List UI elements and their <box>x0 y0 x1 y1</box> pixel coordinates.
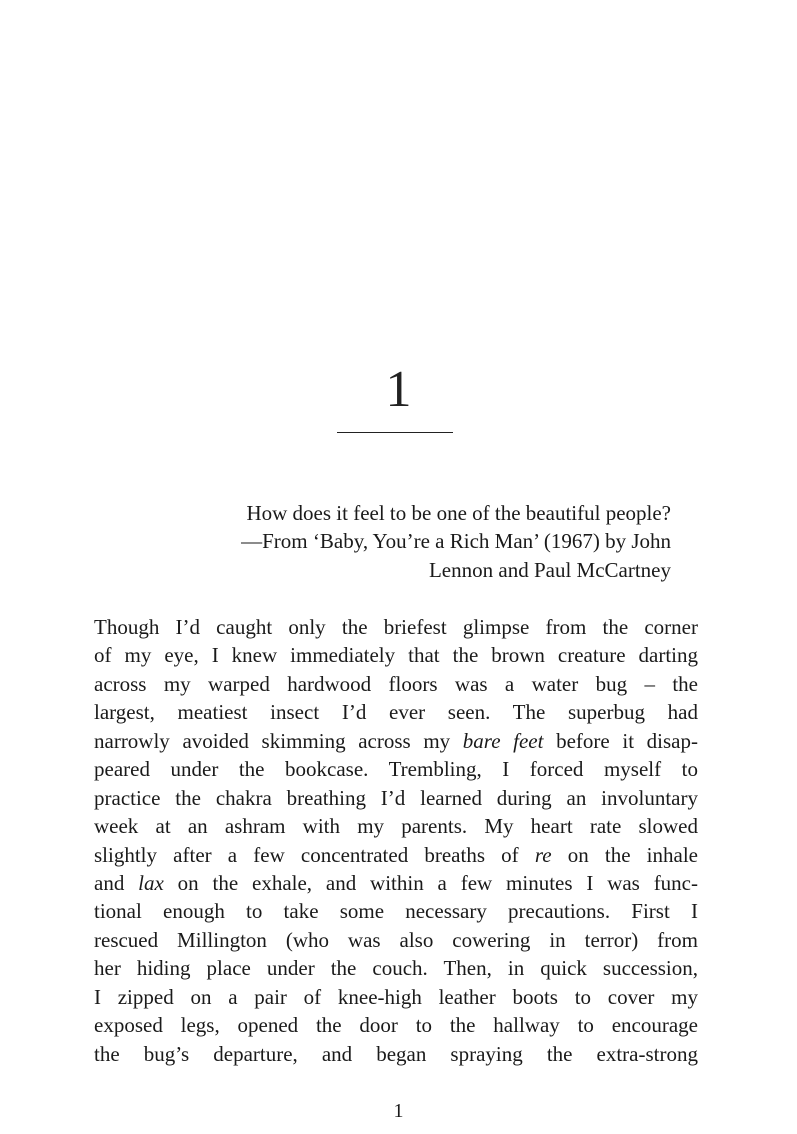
chapter-number: 1 <box>385 361 412 418</box>
text-line: practice the chakra breathing I’d learned during an involuntary <box>94 785 698 810</box>
text-line: and lax on the exhale, and within a few minutes I was func- <box>94 870 698 895</box>
text-line: week at an ashram with my parents. My heart rate slowed <box>94 814 698 839</box>
text-line: slightly after a few concentrated breaths of re on the inhale <box>94 842 698 867</box>
epigraph-attribution: —From ‘Baby, You’re a Rich Man’ (1967) by John <box>241 529 671 554</box>
text-line: I zipped on a pair of knee-high leather boots to cover my <box>94 984 698 1009</box>
epigraph <box>150 499 671 584</box>
epigraph-quote: How does it feel to be one of the beautiful people? <box>246 501 671 525</box>
chapter-divider <box>337 432 453 433</box>
italic-emphasis: bare feet <box>462 728 544 753</box>
epigraph-attribution-continued: Lennon and Paul McCartney <box>428 557 671 582</box>
text-line: largest, meatiest insect I’d ever seen. The superbug had <box>94 700 698 725</box>
text-line: across my warped hardwood floors was a water bug – the <box>94 671 698 696</box>
text-line: the bug’s departure, and began spraying the extra-strong <box>94 1041 698 1066</box>
text-line: of my eye, I knew immediately that the brown creature darting <box>94 643 698 668</box>
text-line: Though I’d caught only the briefest glimpse from the corner <box>94 615 698 639</box>
text-line: tional enough to take some necessary precautions. First I <box>94 899 698 924</box>
text-line: peared under the bookcase. Trembling, I forced myself to <box>94 757 698 782</box>
text-line: rescued Millington (who was also cowering in terror) from <box>94 927 698 952</box>
text-line: exposed legs, opened the door to the hallway to encourage <box>94 1013 698 1038</box>
text-line: narrowly avoided skimming across my bare feet before it disap- <box>94 728 698 753</box>
italic-emphasis: re <box>534 842 552 867</box>
italic-emphasis: lax <box>138 870 164 895</box>
text-line: her hiding place under the couch. Then, in quick succession, <box>94 956 698 981</box>
body-paragraph <box>94 613 698 1068</box>
page-number: 1 <box>393 1100 404 1122</box>
